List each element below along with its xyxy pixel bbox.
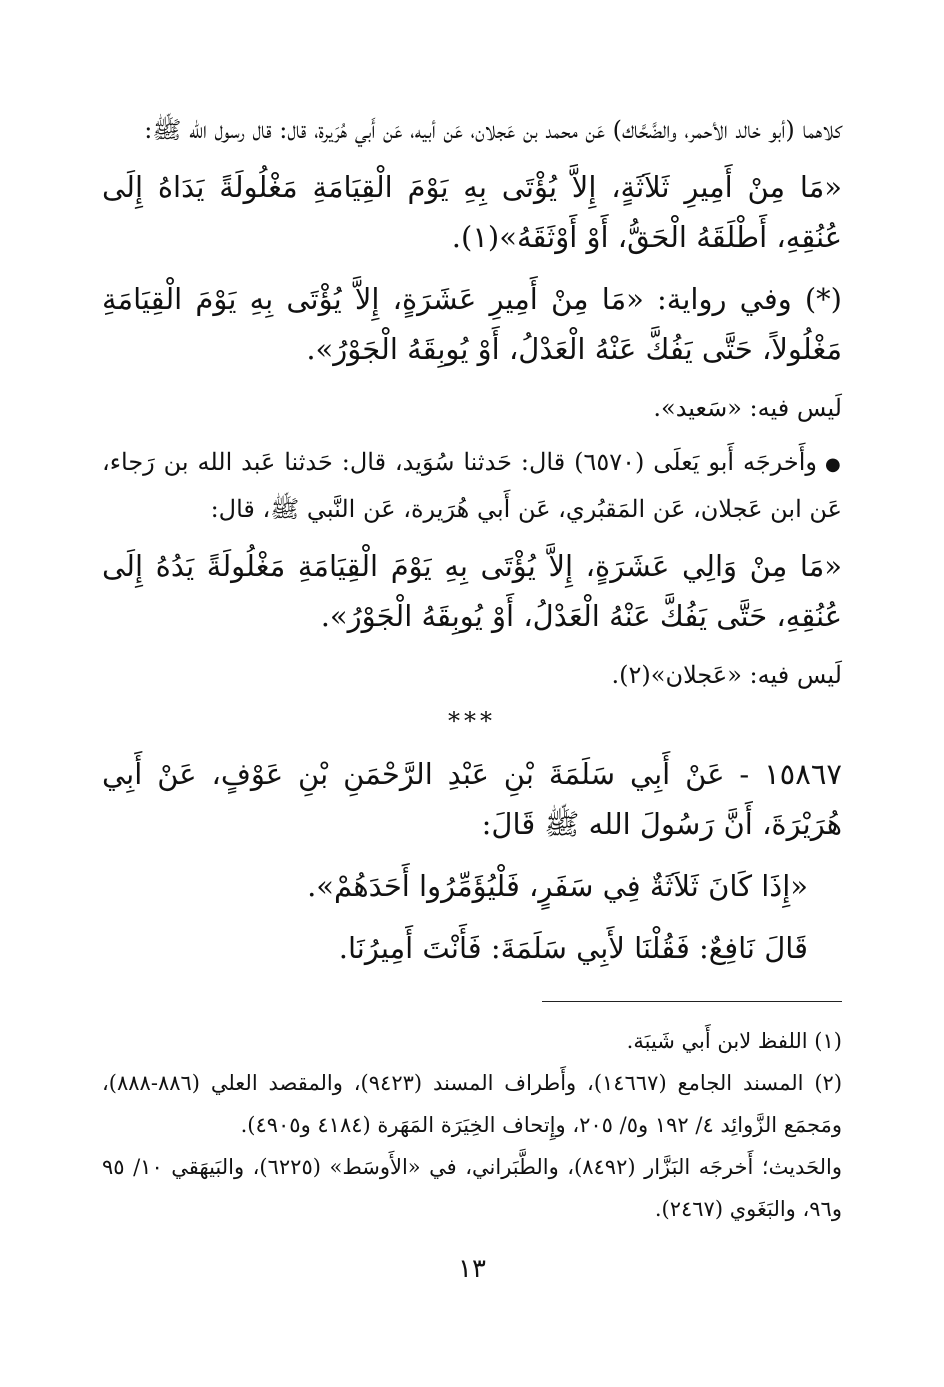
hadith-15867 <box>102 749 842 849</box>
hadith-text-2: «مَا مِنْ وَالِي عَشَرَةٍ، إِلاَّ يُؤْتَى بِهِ يَوْمَ الْقِيَامَةِ مَغْلُولَةً يَدُهُ إِلَى عُنُقِهِ، حَتَّى يَفُكَّ عَنْهُ الْعَدْلُ، أَوْ يُوبِقَهُ الْجَوْرُ». <box>102 549 842 633</box>
footnote-1: (١) اللفظ لابن أَبي شَيبَة. <box>626 1029 842 1053</box>
footnote-3: والحَديث؛ أَخرجَه البَزَّار (٨٤٩٢)، والطَّبَراني، في «الأَوسَط» (٦٢٢٥)، والبَيهَقي ١٠/ ٩٥ و٩٦، والبَغَوي (٢٤٦٧). <box>102 1155 842 1221</box>
section-divider-stars: *** <box>448 707 496 735</box>
hadith-15867-nafi: قَالَ نَافِعٌ: فَقُلْنَا لأَبِي سَلَمَةَ: فَأَنْتَ أَمِيرُنَا. <box>338 931 808 965</box>
page-number: ١٣ <box>458 1254 486 1284</box>
isnad-paragraph: كلاهما (أبو خالد الأحمر، والضَّحَّاك) عَن محمد بن عَجلان، عَن أبيه، عَن أَبي هُرَيرة، قال: قال رسول الله ﷺ: <box>144 116 842 144</box>
note-missing-said: لَيس فيه: «سَعيد». <box>653 394 842 422</box>
bullet-icon: ● <box>825 454 842 475</box>
note-missing-ajlan: لَيس فيه: «عَجلان»(٢). <box>611 661 842 689</box>
hadith-15867-text: عَنْ أَبِي سَلَمَةَ بْنِ عَبْدِ الرَّحْمَنِ بْنِ عَوْفٍ، عَنْ أَبِي هُرَيْرَةَ، أَنَّ رَسُولَ الله ﷺ قَالَ: <box>102 757 842 841</box>
hadith-text-1: «مَا مِنْ أَمِيرِ ثَلاَثَةٍ، إِلاَّ يُؤْتَى بِهِ يَوْمَ الْقِيَامَةِ مَغْلُولَةً يَدَاهُ إِلَى عُنُقِهِ، أَطْلَقَهُ الْحَقُّ، أَوْ أَوْثَقَهُ»(١). <box>102 170 842 254</box>
riwaya-variant: (*) وفي رواية: «مَا مِنْ أَمِيرِ عَشَرَةٍ، إِلاَّ يُؤْتَى بِهِ يَوْمَ الْقِيَامَةِ مَغْلُولاً، حَتَّى يَفُكَّ عَنْهُ الْعَدْلُ، أَوْ يُوبِقَهُ الْجَوْرُ». <box>102 282 842 366</box>
abu-yala-paragraph <box>102 440 842 531</box>
footnote-2: (٢) المسند الجامع (١٤٦٦٧)، وأَطراف المسند (٩٤٢٣)، والمقصد العلي (٨٨٦-٨٨٨)، ومَجمَع الزَّوائِد ٤/ ١٩٢ و٥/ ٢٠٥، وإِتحاف الخِيَرَة المَهَرة (٤١٨٤ و٤٩٠٥). <box>102 1071 843 1137</box>
hadith-number: ١٥٨٦٧ - <box>739 757 842 791</box>
hadith-15867-quote: «إِذَا كَانَ ثَلاَثَةٌ فِي سَفَرٍ، فَلْيُؤَمِّرُوا أَحَدَهُمْ». <box>307 869 808 903</box>
abu-yala-text: وأَخرجَه أَبو يَعلَى (٦٥٧٠) قال: حَدثنا سُوَيد، قال: حَدثنا عَبد الله بن رَجاء، عَن ابن عَجلان، عَن المَقبُري، عَن أَبي هُرَيرة، عَن النَّبي ﷺ، قال: <box>102 448 842 523</box>
footnote-separator <box>542 1001 842 1002</box>
